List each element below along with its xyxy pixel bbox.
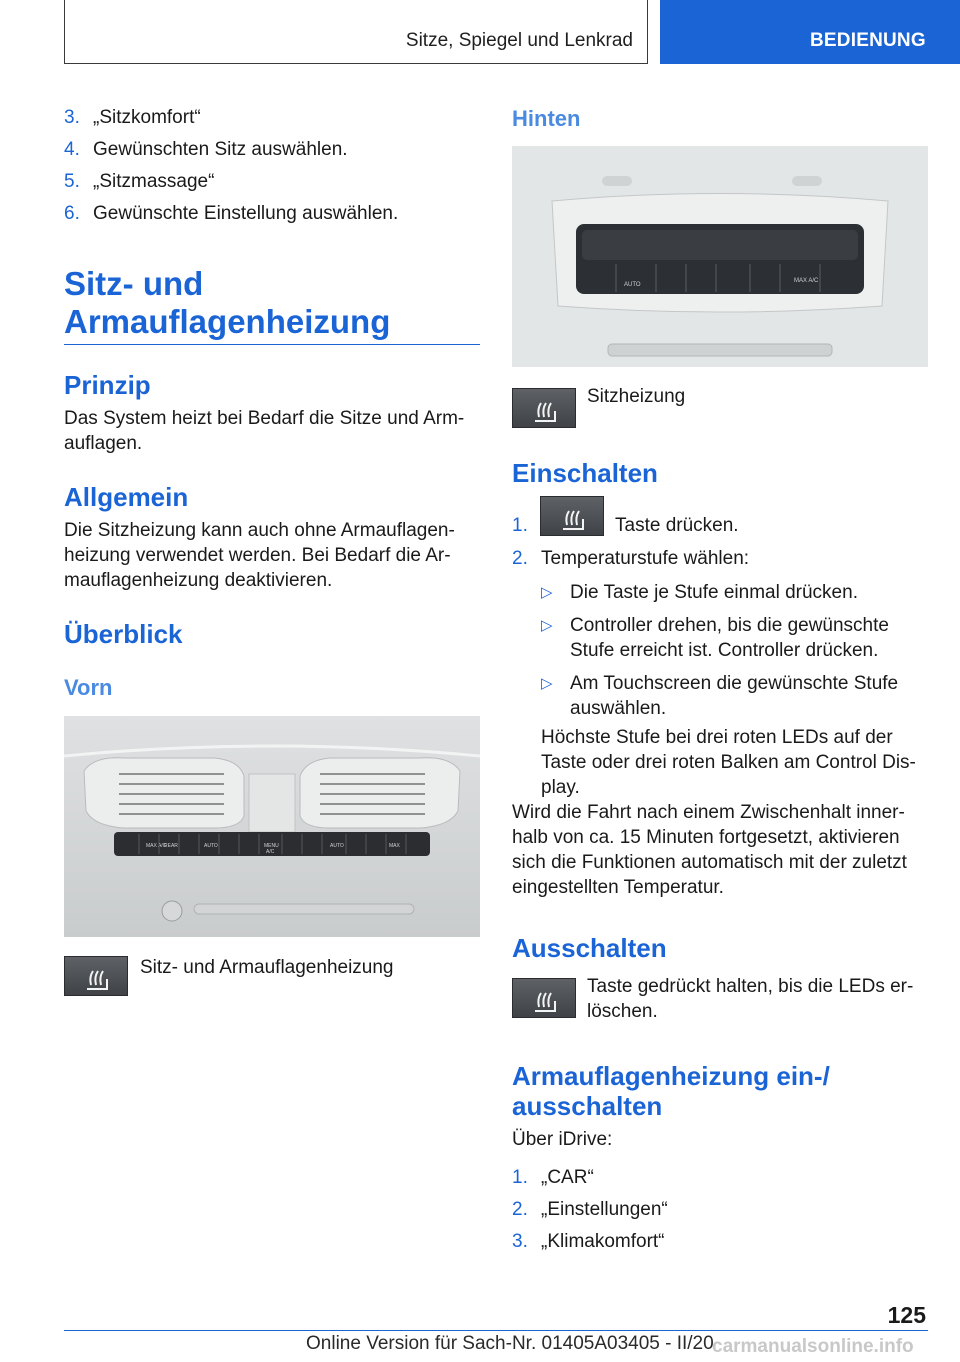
sitzheizung-caption: Sitzheizung [587, 386, 686, 407]
einschalten-step2-text: Temperaturstufe wählen: [541, 548, 750, 569]
list-item: ▷ Controller drehen, bis die gewünschte Stufe erreicht ist. Controller drücken. [541, 615, 889, 661]
hoechste-stufe-text: Höchste Stufe bei drei roten LEDs auf der Taste oder drei roten Balken am Control Dis- play. [541, 727, 916, 798]
einschalten-heading: Einschalten [512, 458, 658, 488]
front-button-auto-right: AUTO [330, 843, 344, 849]
section-title: Sitz- und Armauflagenheizung [64, 265, 391, 340]
einschalten-step1-text: Taste drücken. [615, 515, 739, 536]
prinzip-text: Das System heizt bei Bedarf die Sitze und Arm- auflagen. [64, 408, 465, 454]
seat-heating-icon-rear [512, 388, 576, 428]
front-button-rear: REAR [164, 843, 178, 849]
front-button-ac: A/C [266, 849, 275, 855]
list-item: 1. „CAR“ [512, 1167, 594, 1188]
seat-heating-icon-step [540, 496, 604, 536]
list-item: 3. „Sitzkomfort“ [64, 107, 201, 128]
list-item: 6. Gewünschte Einstellung auswählen. [64, 203, 399, 224]
page-number: 125 [887, 1302, 926, 1328]
seat-heating-icon-front [64, 956, 128, 996]
list-item: 4. Gewünschten Sitz auswählen. [64, 139, 348, 160]
front-button-menu: MENU [264, 843, 279, 849]
list-item: ▷ Am Touchscreen die gewünschte Stufe auswählen. [541, 673, 899, 719]
section-tab-label: BEDIENUNG [810, 30, 926, 51]
footer-rule [64, 1330, 928, 1331]
chapter-title: Sitze, Spiegel und Lenkrad [405, 30, 633, 51]
rear-button-max-ac: MAX A/C [794, 278, 819, 284]
steps-top-list [64, 106, 484, 234]
list-item: 2. „Einstellungen“ [512, 1199, 668, 1220]
online-version-text: Online Version für Sach-Nr. 01405A03405 - II/20 [306, 1333, 714, 1354]
ausschalten-heading: Ausschalten [512, 933, 667, 963]
ueberblick-heading: Überblick [64, 619, 183, 649]
section-rule [64, 344, 480, 345]
prinzip-heading: Prinzip [64, 370, 151, 400]
rear-button-auto: AUTO [624, 282, 641, 288]
steps-bottom-list [512, 1166, 932, 1262]
allgemein-text: Die Sitzheizung kann auch ohne Armauflagen- heizung verwendet werden. Bei Bedarf die Ar- mauflagenheizung deaktivieren. [64, 520, 455, 591]
rear-climate-panel-photo [512, 146, 928, 367]
front-climate-panel-photo [64, 716, 480, 937]
ueber-idrive-text: Über iDrive: [512, 1129, 613, 1150]
header-chapter-box [64, 0, 648, 64]
einschalten-step2-num: 2. [512, 548, 528, 569]
icon-caption-front: Sitz- und Armauflagenheizung [140, 957, 394, 978]
section-tab [660, 0, 960, 64]
fahrt-text: Wird die Fahrt nach einem Zwischenhalt inner- halb von ca. 15 Minuten fortgesetzt, aktivieren sich die Funktionen automatisch mit der zuletzt eingestellten Temperatur. [512, 802, 907, 898]
armauflagen-heading: Armauflagenheizung ein-/ ausschalten [512, 1061, 830, 1121]
front-button-max: MAX [389, 843, 400, 849]
seat-heating-icon-off [512, 978, 576, 1018]
list-item: 5. „Sitzmassage“ [64, 171, 215, 192]
temperature-options-list [541, 580, 931, 729]
list-item: ▷ Die Taste je Stufe einmal drücken. [541, 582, 858, 603]
allgemein-heading: Allgemein [64, 482, 189, 512]
ausschalten-text: Taste gedrückt halten, bis die LEDs er- löschen. [587, 976, 914, 1022]
watermark-logo: carmanualsonline.info [712, 1336, 914, 1357]
vorn-heading: Vorn [64, 675, 113, 700]
list-item: 3. „Klimakomfort“ [512, 1231, 665, 1252]
hinten-heading: Hinten [512, 106, 581, 131]
einschalten-step1-num: 1. [512, 515, 528, 536]
front-button-auto-left: AUTO [204, 843, 218, 849]
front-button-max-ac: MAX A/C [146, 843, 167, 849]
